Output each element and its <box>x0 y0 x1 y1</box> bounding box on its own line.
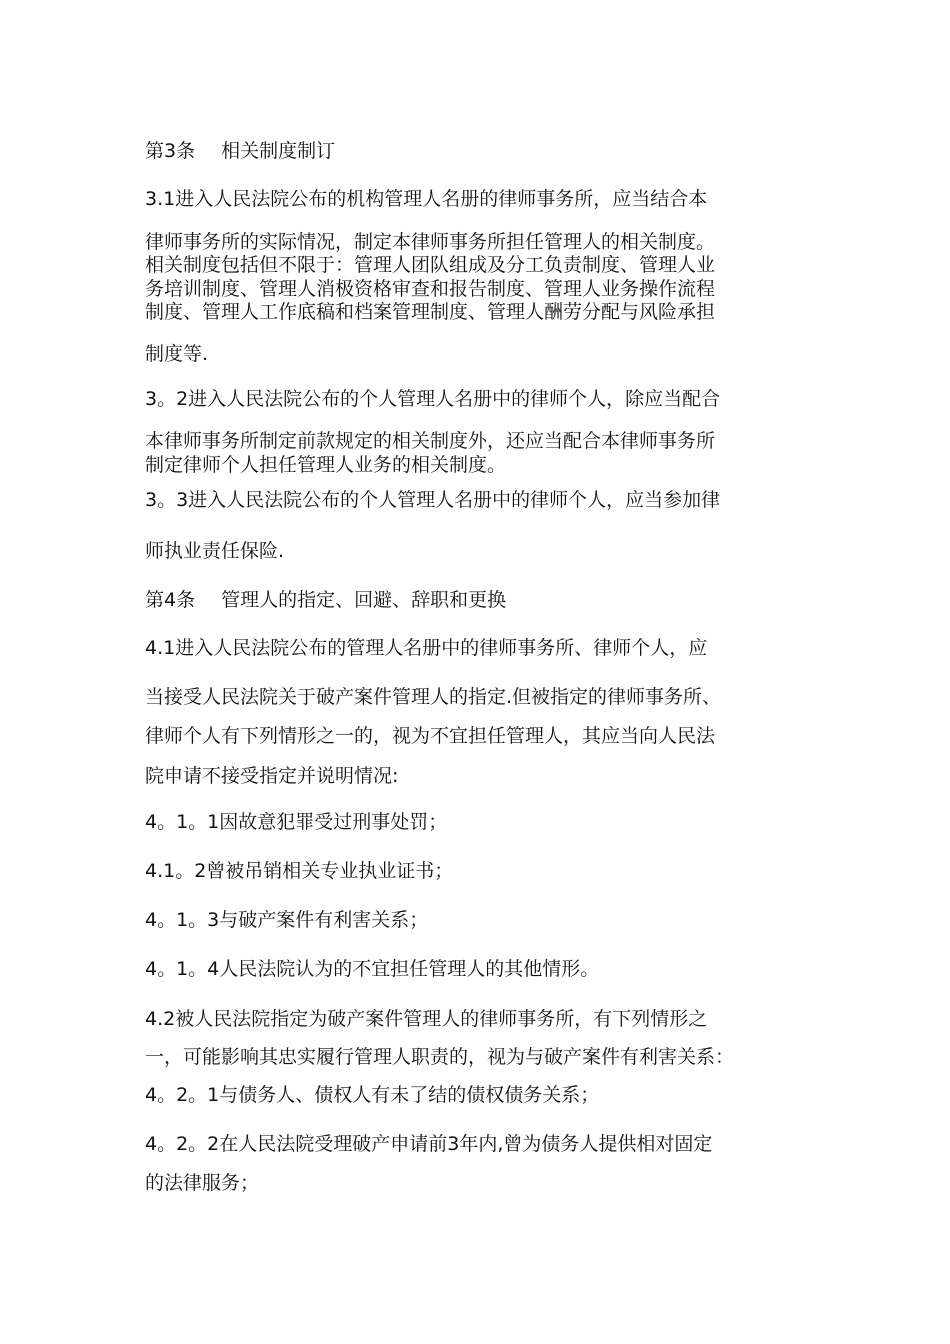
paragraph-line: 制度等. <box>145 343 209 365</box>
article-4-number: 第4条 <box>145 589 196 611</box>
paragraph-line: 当接受人民法院关于破产案件管理人的指定.但被指定的律师事务所、 <box>145 686 722 708</box>
article-4-title: 管理人的指定、回避、辞职和更换 <box>221 589 507 611</box>
paragraph-line: 一，可能影响其忠实履行管理人职责的，视为与破产案件有利害关系： <box>145 1046 735 1068</box>
paragraph-line: 3.1进入人民法院公布的机构管理人名册的律师事务所，应当结合本 <box>145 188 708 210</box>
paragraph-line: 相关制度包括但不限于：管理人团队组成及分工负责制度、管理人业 <box>145 254 716 276</box>
list-item: 4。2。2在人民法院受理破产申请前3年内,曾为债务人提供相对固定 <box>145 1133 713 1155</box>
paragraph-line: 务培训制度、管理人消极资格审查和报告制度、管理人业务操作流程 <box>145 278 716 300</box>
paragraph-line: 4.2被人民法院指定为破产案件管理人的律师事务所，有下列情形之 <box>145 1008 708 1030</box>
paragraph-line: 4.1进入人民法院公布的管理人名册中的律师事务所、律师个人，应 <box>145 637 708 659</box>
article-3-heading <box>145 138 825 164</box>
list-item: 4。1。3与破产案件有利害关系； <box>145 909 429 931</box>
paragraph-line: 制度、管理人工作底稿和档案管理制度、管理人酬劳分配与风险承担 <box>145 301 716 323</box>
list-item: 4。2。1与债务人、债权人有未了结的债权债务关系； <box>145 1084 600 1106</box>
paragraph-line: 律师个人有下列情形之一的，视为不宜担任管理人，其应当向人民法 <box>145 725 716 747</box>
article-3-number: 第3条 <box>145 140 196 162</box>
paragraph-line: 3。2进入人民法院公布的个人管理人名册中的律师个人，除应当配合 <box>145 388 721 410</box>
paragraph-line: 律师事务所的实际情况，制定本律师事务所担任管理人的相关制度。 <box>145 231 716 253</box>
paragraph-line: 的法律服务； <box>145 1172 260 1194</box>
article-4-heading <box>145 587 825 613</box>
paragraph-line: 3。3进入人民法院公布的个人管理人名册中的律师个人，应当参加律 <box>145 489 721 511</box>
paragraph-line: 院申请不接受指定并说明情况: <box>145 765 399 787</box>
paragraph-line: 本律师事务所制定前款规定的相关制度外，还应当配合本律师事务所 <box>145 430 716 452</box>
paragraph-line: 师执业责任保险. <box>145 540 285 562</box>
paragraph-line: 制定律师个人担任管理人业务的相关制度。 <box>145 454 507 476</box>
list-item: 4.1。2曾被吊销相关专业执业证书； <box>145 860 454 882</box>
article-3-title: 相关制度制订 <box>221 140 336 162</box>
list-item: 4。1。4人民法院认为的不宜担任管理人的其他情形。 <box>145 958 600 980</box>
list-item: 4。1。1因故意犯罪受过刑事处罚； <box>145 811 448 833</box>
